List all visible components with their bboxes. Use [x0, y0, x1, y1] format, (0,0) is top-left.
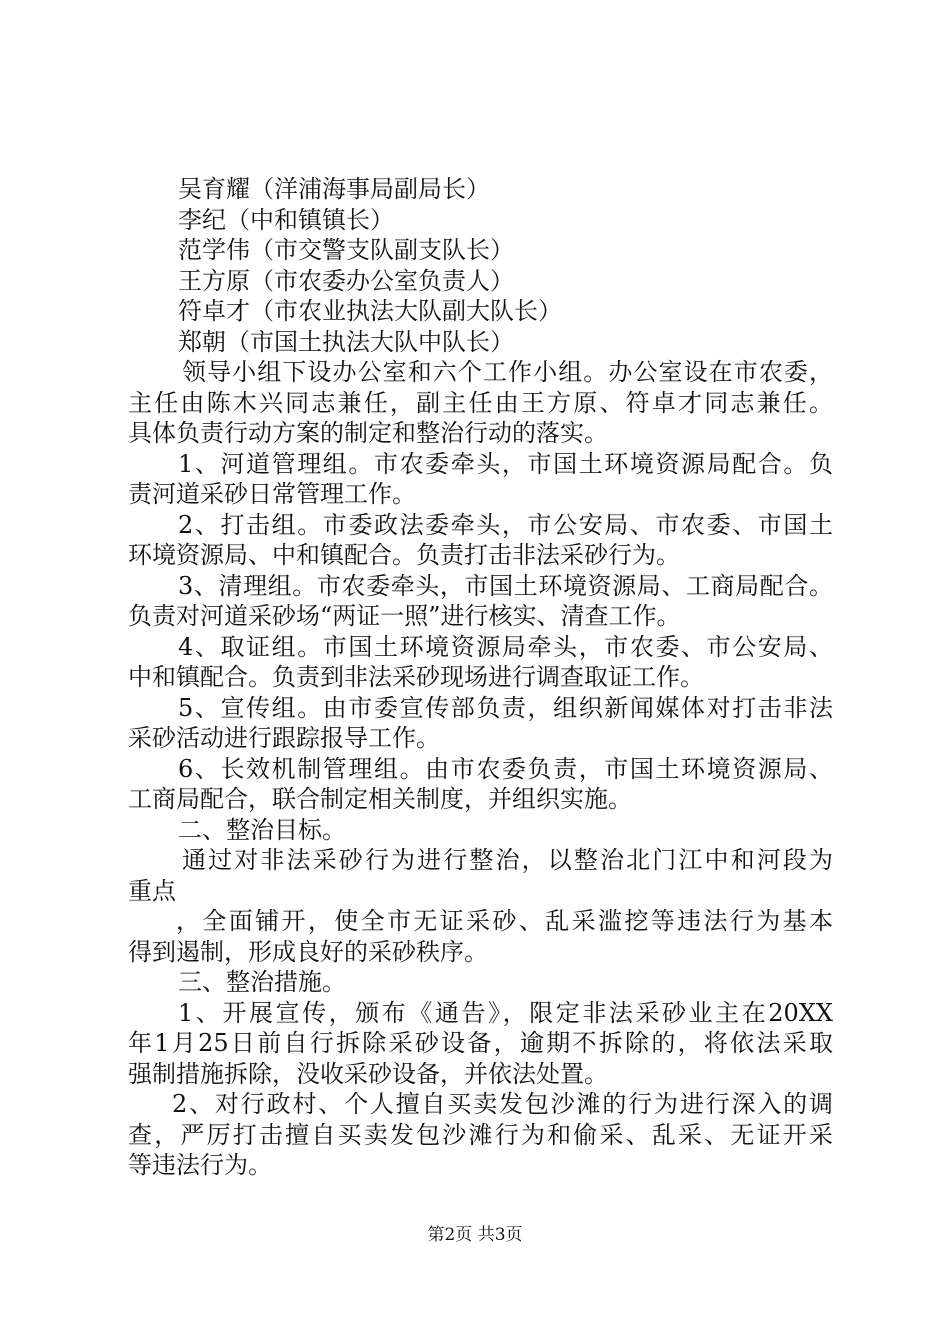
- list-item-line: 3、清理组。市农委牵头，市国土环境资源局、工商局配合。: [178, 571, 833, 600]
- member-line: 郑朝（市国土执法大队中队长）: [178, 327, 514, 356]
- list-item-line: 等违法行为。: [128, 1151, 272, 1179]
- paragraph-line: 得到遏制，形成良好的采砂秩序。: [128, 937, 488, 966]
- list-item-line: 4、取证组。市国土环境资源局牵头，市农委、市公安局、: [178, 632, 833, 661]
- list-item-line: 1、开展宣传，颁布《通告》，限定非法采砂业主在20XX: [178, 998, 833, 1027]
- list-item-line: 2、对行政村、个人擅自买卖发包沙滩的行为进行深入的调: [172, 1090, 833, 1118]
- list-item-line: 年1月25日前自行拆除采砂设备，逾期不拆除的，将依法采取: [128, 1029, 833, 1057]
- member-line: 符卓才（市农业执法大队副大队长）: [178, 297, 562, 325]
- list-item-line: 6、长效机制管理组。由市农委负责，市国土环境资源局、: [178, 754, 833, 783]
- list-item-line: 中和镇配合。负责到非法采砂现场进行调查取证工作。: [128, 663, 704, 691]
- member-line: 李纪（中和镇镇长）: [178, 205, 394, 234]
- list-item-line: 采砂活动进行跟踪报导工作。: [128, 724, 440, 752]
- paragraph-line: 具体负责行动方案的制定和整治行动的落实。: [128, 419, 608, 447]
- list-item-line: 5、宣传组。由市委宣传部负责，组织新闻媒体对打击非法: [178, 693, 833, 722]
- list-item-line: 查，严厉打击擅自买卖发包沙滩行为和偷采、乱采、无证开采: [128, 1120, 833, 1149]
- list-item-line: 强制措施拆除，没收采砂设备，并依法处置。: [128, 1059, 608, 1088]
- paragraph-line: ，全面铺开，使全市无证采砂、乱采滥挖等违法行为基本: [176, 907, 833, 935]
- paragraph-line: 通过对非法采砂行为进行整治，以整治北门江中和河段为: [182, 846, 833, 874]
- section-heading: 三、整治措施。: [178, 968, 346, 996]
- document-body: [128, 174, 833, 1181]
- list-item-line: 责河道采砂日常管理工作。: [128, 480, 416, 508]
- member-line: 吴育耀（洋浦海事局副局长）: [178, 175, 490, 203]
- list-item-line: 2、打击组。市委政法委牵头，市公安局、市农委、市国土: [178, 510, 833, 539]
- page-number-footer: 第2页 共3页: [427, 1225, 523, 1245]
- member-line: 王方原（市农委办公室负责人）: [178, 266, 514, 295]
- list-item-line: 工商局配合，联合制定相关制度，并组织实施。: [128, 785, 632, 813]
- list-item-line: 1、河道管理组。市农委牵头，市国土环境资源局配合。负: [178, 449, 833, 478]
- section-heading: 二、整治目标。: [178, 815, 346, 844]
- list-item-line: 环境资源局、中和镇配合。负责打击非法采砂行为。: [128, 541, 680, 569]
- member-line: 范学伟（市交警支队副支队长）: [178, 236, 514, 264]
- paragraph-line: 主任由陈木兴同志兼任，副主任由王方原、符卓才同志兼任。: [128, 388, 833, 417]
- paragraph-line: 重点: [128, 876, 176, 905]
- paragraph-line: 领导小组下设办公室和六个工作小组。办公室设在市农委，: [182, 358, 833, 386]
- list-item-line: 负责对河道采砂场“两证一照”进行核实、清查工作。: [128, 602, 681, 630]
